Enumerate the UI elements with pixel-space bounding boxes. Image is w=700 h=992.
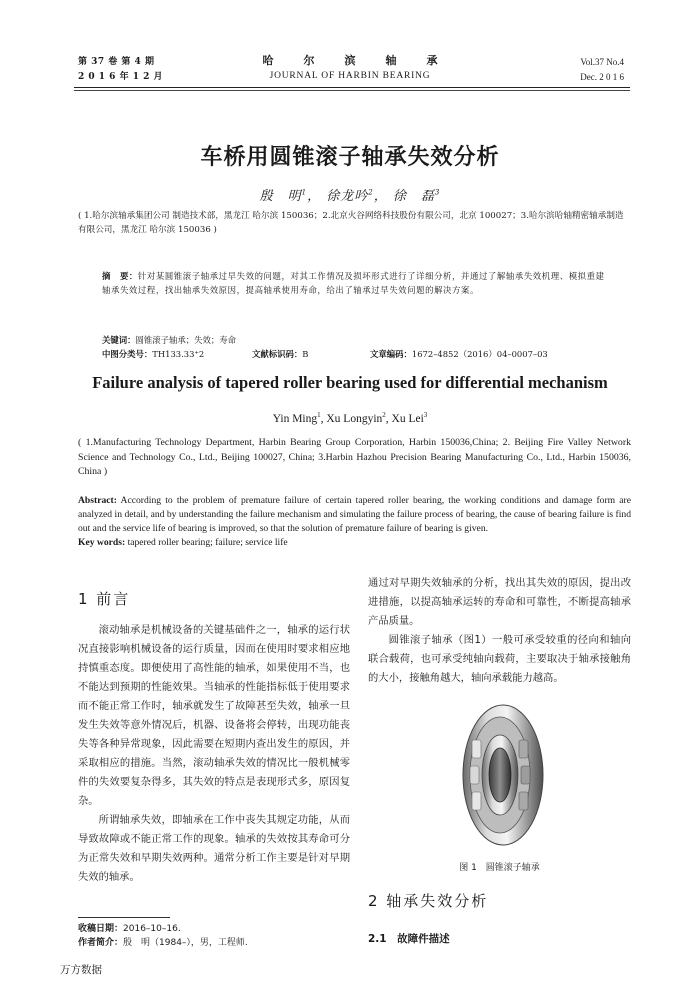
footnote-author-bio: 殷 明（1984–），男，工程师. (123, 938, 248, 948)
author-cn-3-sup: 3 (434, 188, 441, 197)
paper-title-cn: 车桥用圆锥滚子轴承失效分析 (200, 145, 500, 170)
section1-paragraph-1: 滚动轴承是机械设备的关键基础件之一，轴承的运行状况直接影响机械设备的运行质量，因而在使用时要求相应地持慎重态度。即便使用了高性能的轴承，如果使用不当，也不能达到预期的性能效果。当轴承的性能指标低于使用要求而不能正常工作时，轴承就发生了故障甚至失效，轴承一旦发生失效等意外情况后，机器、设备将会停转，出现功能丧失等各种异常现象，因此需要在短期内查出发生的原因，并采取相应的措施。当然，滚动轴承失效的情况比一般机械零件的失效要复杂得多，其失效的特点是表现形式多，原因复杂。 (78, 624, 350, 807)
clc-value: TH133.33⁺2 (152, 349, 205, 359)
keywords-cn-text: 圆锥滚子轴承；失效；寿命 (135, 335, 236, 345)
author-cn-2-sup: 2 (368, 188, 374, 197)
footnote-author-label: 作者简介： (78, 938, 124, 948)
section2-1-heading: 2.1 故障件描述 (368, 933, 450, 945)
footnote-received-label: 收稿日期： (78, 924, 124, 934)
abstract-cn-label: 摘 要： (102, 271, 138, 281)
author-en-1: Yin Ming (272, 412, 318, 425)
footnote-rule (78, 917, 170, 918)
header-rule-thin (74, 90, 630, 91)
keywords-cn-label: 关键词： (102, 335, 136, 345)
header-date-en: Dec. 2 0 1 6 (580, 72, 624, 82)
author-en-3: Xu Lei (391, 412, 424, 425)
affiliation-cn: ( 1.哈尔滨轴承集团公司 制造技术部，黑龙江 哈尔滨 150036；2.北京火谷网络科技股份有限公司，北京 100027；3.哈尔滨哈轴精密轴承制造有限公司，黑龙江 哈尔滨 150036 ) (78, 211, 624, 235)
doc-label: 文献标识码： (252, 349, 303, 359)
keywords-cn (102, 333, 612, 347)
classification-row (102, 347, 612, 361)
section1-paragraph-2: 所谓轴承失效，即轴承在工作中丧失其规定功能，从而导致故障或不能正常工作的现象。轴承的失效按其寿命可分为正常失效和早期失效两种。通常分析工作主要是针对早期失效的轴承。 (78, 814, 350, 883)
footnote-received-date: 2016–10–16. (123, 924, 181, 934)
figure1-caption: 图 1 圆锥滚子轴承 (459, 863, 540, 873)
author-en-3-sup: 3 (423, 411, 428, 419)
author-cn-1: 殷 明 (259, 189, 302, 204)
abstract-cn (102, 269, 612, 297)
abstract-en-label: Abstract: (78, 495, 117, 506)
article-code (370, 347, 548, 361)
keywords-en (78, 536, 631, 550)
clc-code (102, 347, 204, 361)
section1-right (368, 574, 631, 688)
section1-left (78, 588, 350, 887)
abstract-cn-text: 针对某圆锥滚子轴承过早失效的问题，对其工作情况及损坏形式进行了详细分析，并通过了解轴承失效机理、模拟重建轴承失效过程，找出轴承失效原因，提高轴承使用寿命，给出了轴承过早失效问题的解决方案。 (102, 271, 605, 295)
authors-cn: 殷 明$^1$， 徐龙吟$^2$， 徐 磊$^3$ (259, 188, 441, 204)
footnote-received (78, 922, 248, 936)
abstract-en (78, 494, 631, 550)
abstract-en-text: According to the problem of premature failure of certain tapered roller bearing, the working conditions and damage form are analyzed in detail, and by understanding the failure mechanism and simulating the failure process of bearing, the cause of bearing failure is find out and the service life of bearing is improved, so that the solution of premature failure of bearing is given. (78, 495, 631, 534)
author-en-1-sup: 1 (317, 411, 321, 419)
keywords-en-text: tapered roller bearing; failure; service life (127, 537, 288, 548)
header-rule (74, 87, 630, 88)
article-value: 1672–4852（2016）04–0007–03 (411, 349, 548, 359)
header-journal-cn: 哈尔滨轴承 (262, 54, 468, 67)
header-date-cn: 2 0 1 6 年 1 2 月 (78, 72, 164, 82)
bearing-bore (489, 748, 511, 802)
header-volume-en: Vol.37 No.4 (580, 57, 624, 67)
paper-title-en: Failure analysis of tapered roller bearing used for differential mechanism (92, 373, 608, 392)
keywords-en-label: Key words: (78, 537, 126, 548)
section1-paragraph-3: 通过对早期失效轴承的分析，找出其失效的原因，提出改进措施，以提高轴承运转的寿命和可靠性，不断提高轴承产品质量。 (368, 577, 631, 627)
author-cn-2: 徐龙吟 (326, 189, 369, 204)
watermark: 万方数据 (60, 964, 102, 976)
author-en-2-sup: 2 (382, 411, 386, 419)
author-cn-3: 徐 磊 (392, 189, 435, 204)
doc-value: B (302, 349, 309, 359)
author-en-2: Xu Longyin (326, 412, 383, 425)
section1-heading: 1 前言 (78, 590, 131, 608)
footnote (78, 922, 248, 950)
section1-paragraph-4: 圆锥滚子轴承（图1）一般可承受较重的径向和轴向联合载荷，也可承受纯轴向载荷，主要取决于轴承接触角的大小，接触角越大，轴向承载能力越高。 (368, 634, 631, 684)
header-journal-en: JOURNAL OF HARBIN BEARING (269, 71, 431, 81)
author-cn-1-sup: 1 (301, 188, 308, 197)
article-label: 文章编码： (370, 349, 412, 359)
affiliation-en: ( 1.Manufacturing Technology Department, Harbin Bearing Group Corporation, Harbin 150036,China; 2. Beijing Fire Valley Network Science and Technology Co., Ltd., Beijing 100027, China; 3.Harbin Hazhou Precision Bearing Manufacturing Co., Ltd., Harbin 150036, China ) (78, 437, 631, 477)
clc-label: 中图分类号： (102, 349, 153, 359)
figure1-bearing-image (448, 700, 558, 850)
header-volume-date-en (580, 55, 624, 85)
section2-heading: 2 轴承失效分析 (368, 892, 489, 910)
authors-en: Yin Ming$^1$, Xu Longyin$^2$, Xu Lei$^3$ (272, 411, 428, 425)
footnote-author (78, 936, 248, 950)
header-volume-cn: 第 37 卷 第 4 期 (78, 57, 155, 67)
doc-code (252, 347, 308, 361)
meta-cn (102, 333, 612, 361)
abstract-en-paragraph (78, 494, 631, 536)
